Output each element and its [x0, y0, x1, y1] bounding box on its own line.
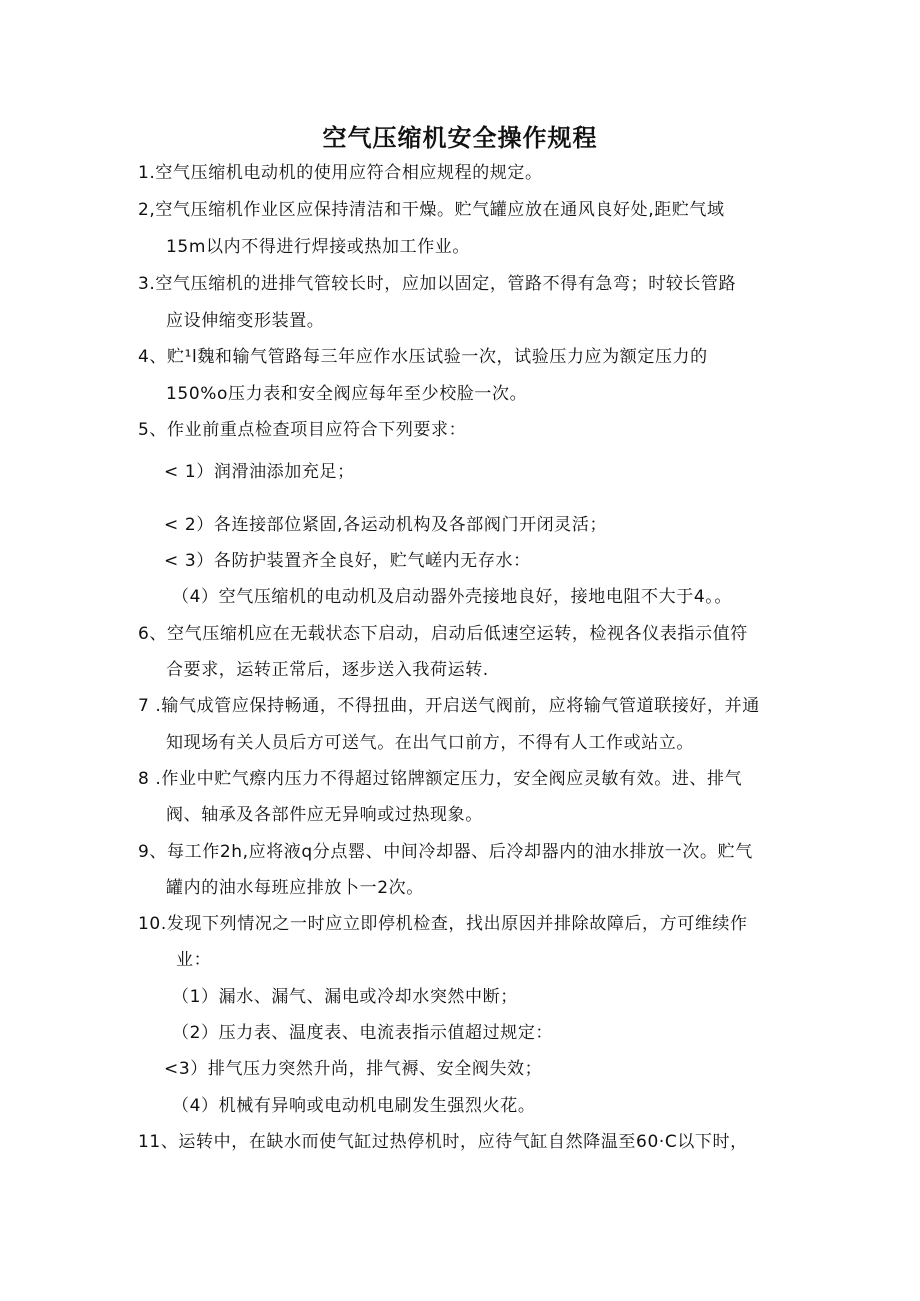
- paragraph-2-line-1: 2,空气压缩机作业区应保持清洁和干燥。贮气罐应放在通风良好处,距贮气域: [138, 200, 725, 220]
- paragraph-3-line-1: 3.空气压缩机的进排气管较长时，应加以固定，管路不得有急弯；时较长管路: [138, 274, 737, 294]
- paragraph-8-line-2: 阀、轴承及各部件应无异响或过热现象。: [166, 805, 483, 825]
- paragraph-10-item-4: （4）机械有异响或电动机电刷发生强烈火花。: [172, 1096, 536, 1116]
- paragraph-7-line-1: 7 .输气成管应保持畅通，不得扭曲，开启送气阀前，应将输气管道联接好，并通: [138, 696, 760, 716]
- paragraph-10-item-3: <3）排气压力突然升尚，排气褥、安全阀失效；: [164, 1059, 543, 1079]
- paragraph-9-line-2: 罐内的油水每班应排放卜一2次。: [166, 878, 424, 898]
- paragraph-9-line-1: 9、每工作2h,应将液q分点罂、中间冷却器、后冷却器内的油水排放一次。贮气: [138, 842, 753, 862]
- paragraph-4-line-2: 150%o压力表和安全阀应每年至少校脸一次。: [166, 384, 528, 404]
- paragraph-5-line-1: 5、作业前重点检查项目应符合下列要求：: [138, 420, 467, 440]
- paragraph-5-item-2: < 2）各连接部位紧固,各运动机构及各部阀门开闭灵活；: [164, 515, 608, 535]
- paragraph-10-item-2: （2）压力表、温度表、电流表指示值超过规定：: [172, 1023, 554, 1043]
- paragraph-5-item-4: （4）空气压缩机的电动机及启动器外壳接地良好，接地电阻不大于4。。: [172, 587, 732, 607]
- paragraph-1-line-1: 1.空气压缩机电动机的使用应符合相应规程的规定。: [138, 163, 543, 183]
- paragraph-4-line-1: 4、贮¹l魏和输气管路每三年应作水压试验一次，试验压力应为额定压力的: [138, 347, 708, 367]
- page-title: 空气压缩机安全操作规程: [322, 124, 598, 152]
- paragraph-10-item-1: （1）漏水、漏气、漏电或冷却水突然中断；: [172, 987, 518, 1007]
- paragraph-7-line-2: 知现场有关人员后方可送气。在出气口前方，不得有人工作或站立。: [166, 733, 694, 753]
- paragraph-10-line-2: 业：: [176, 950, 212, 970]
- paragraph-6-line-2: 合要求，运转正常后，逐步送入我荷运转.: [166, 660, 489, 680]
- paragraph-5-item-1: < 1）润滑油添加充足；: [164, 462, 355, 482]
- paragraph-8-line-1: 8 .作业中贮气瘵内压力不得超过铭牌额定压力，安全阀应灵敏有效。进、排气: [138, 769, 743, 789]
- paragraph-2-line-2: 15m以内不得进行焊接或热加工作业。: [166, 237, 470, 257]
- paragraph-10-line-1: 10.发现下列情况之一时应立即停机检查，找出原因并排除故障后，方可维续作: [138, 914, 748, 934]
- paragraph-11-line-1: 11、运转中，在缺水而使气缸过热停机时，应待气缸自然降温至60·C以下时，: [138, 1132, 748, 1152]
- paragraph-3-line-2: 应设伸缩变形装置。: [166, 311, 325, 331]
- paragraph-5-item-3: < 3）各防护装置齐全良好，贮气嵯内无存水：: [164, 551, 531, 571]
- paragraph-6-line-1: 6、空气压缩机应在无载状态下启动，启动后低速空运转，检视各仪表指示值符: [138, 624, 748, 644]
